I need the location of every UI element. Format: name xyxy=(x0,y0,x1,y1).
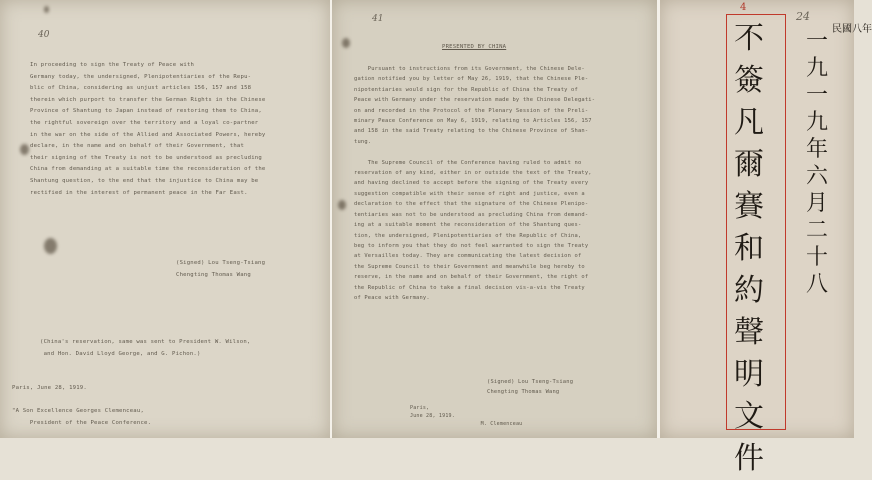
ink-stain xyxy=(44,238,57,254)
declaration-body-text: Pursuant to instructions from its Government, the Chinese Dele- gation notified you by letter of May 26, 1919, that the Chinese Ple- nipotentiaries would sign for the Republic of China the Treaty of Peace with Germany under the reservation made by the Chinese Delegati- on and recorded in the Protocol of the Plenary Session of the Preli- minary Peace Conference on May 6, 1919, relating to Articles 156, 157 and 158 in the said Treaty relating to the Chinese Province of Shan- tung. The Supreme Council of the Conference having ruled to admit no reservation of any kind, either in or outside the text of the Treaty, and having declined to accept before the signing of the Treaty every suggestion compatible with their sense of right and justice, even a declaration to the effect that the signature of the Chinese Plenipo- tentiaries was not to be understood as precluding China from demand- ing at a suitable moment the reconsideration of the Shantung ques- tion, the undersigned, Plenipotentiaries of the Republic of China, beg to inform you that they do not feel warranted to sign the Treaty at Versailles today. They are communicating the latest decision of the Supreme Council to their Government and meanwhile beg hereby to reserve, in the name and on behalf of their Government, the right of the Republic of China to take a final decision vis-a-vis the Treaty of Peace with Germany. xyxy=(354,66,596,301)
english-declaration-page xyxy=(332,0,657,438)
signature-block: (Signed) Lou Tseng-Tsiang Chengting Thomas Wang xyxy=(487,379,574,395)
address-footer: Paris, June 28, 1919. M. Clemenceau xyxy=(410,405,523,427)
chinese-archive-cover xyxy=(660,0,872,476)
archive-corner-mark: 4 xyxy=(740,2,747,13)
english-reservation-page xyxy=(0,0,330,438)
address-footer: Paris, June 28, 1919. "A Son Excellence Georges Clemenceau, President of the Peace Conference. xyxy=(12,385,152,426)
ink-stain xyxy=(342,38,350,48)
date-annotation: 民國八年 xyxy=(832,24,872,35)
ink-stain xyxy=(44,6,49,13)
ink-stain xyxy=(20,144,29,155)
signature-block: (Signed) Lou Tseng-Tsiang Chengting Thomas Wang xyxy=(176,260,266,278)
page-number: 41 xyxy=(372,14,384,24)
date-column: 一 九 一 九 年 六 月 二 十 八 xyxy=(806,29,829,297)
document-title-column: 不 簽 凡 爾 賽 和 約 聲 明 文 件 xyxy=(734,21,764,476)
distribution-note: (China's reservation, same was sent to President W. Wilson, and Hon. David Lloyd George, and G. Pichon.) xyxy=(40,339,251,357)
archive-page-number: 24 xyxy=(796,10,810,23)
reservation-body-text: In proceeding to sign the Treaty of Peace with Germany today, the undersigned, Plenipotentiaries of the Repu- blic of China, considering as unjust articles 156, 157 and 158 therein which purport to transfer the German Rights in the Chinese Province of Shantung to Japan instead of restoring them to China, the rightful sovereign over the territory and a loyal co-partner in the war on the side of the Allied and Associated Powers, hereby declare, in the name and on behalf of their Government, that their signing of the Treaty is not to be understood as precluding China from demanding at a suitable time the reconsideration of the Shantung question, to the end that the injustice to China may be rectified in the interest of permanent peace in the Far East. xyxy=(30,62,266,196)
page-title: PRESENTED BY CHINA xyxy=(442,44,507,50)
page-number: 40 xyxy=(38,30,50,40)
ink-stain xyxy=(338,200,346,210)
